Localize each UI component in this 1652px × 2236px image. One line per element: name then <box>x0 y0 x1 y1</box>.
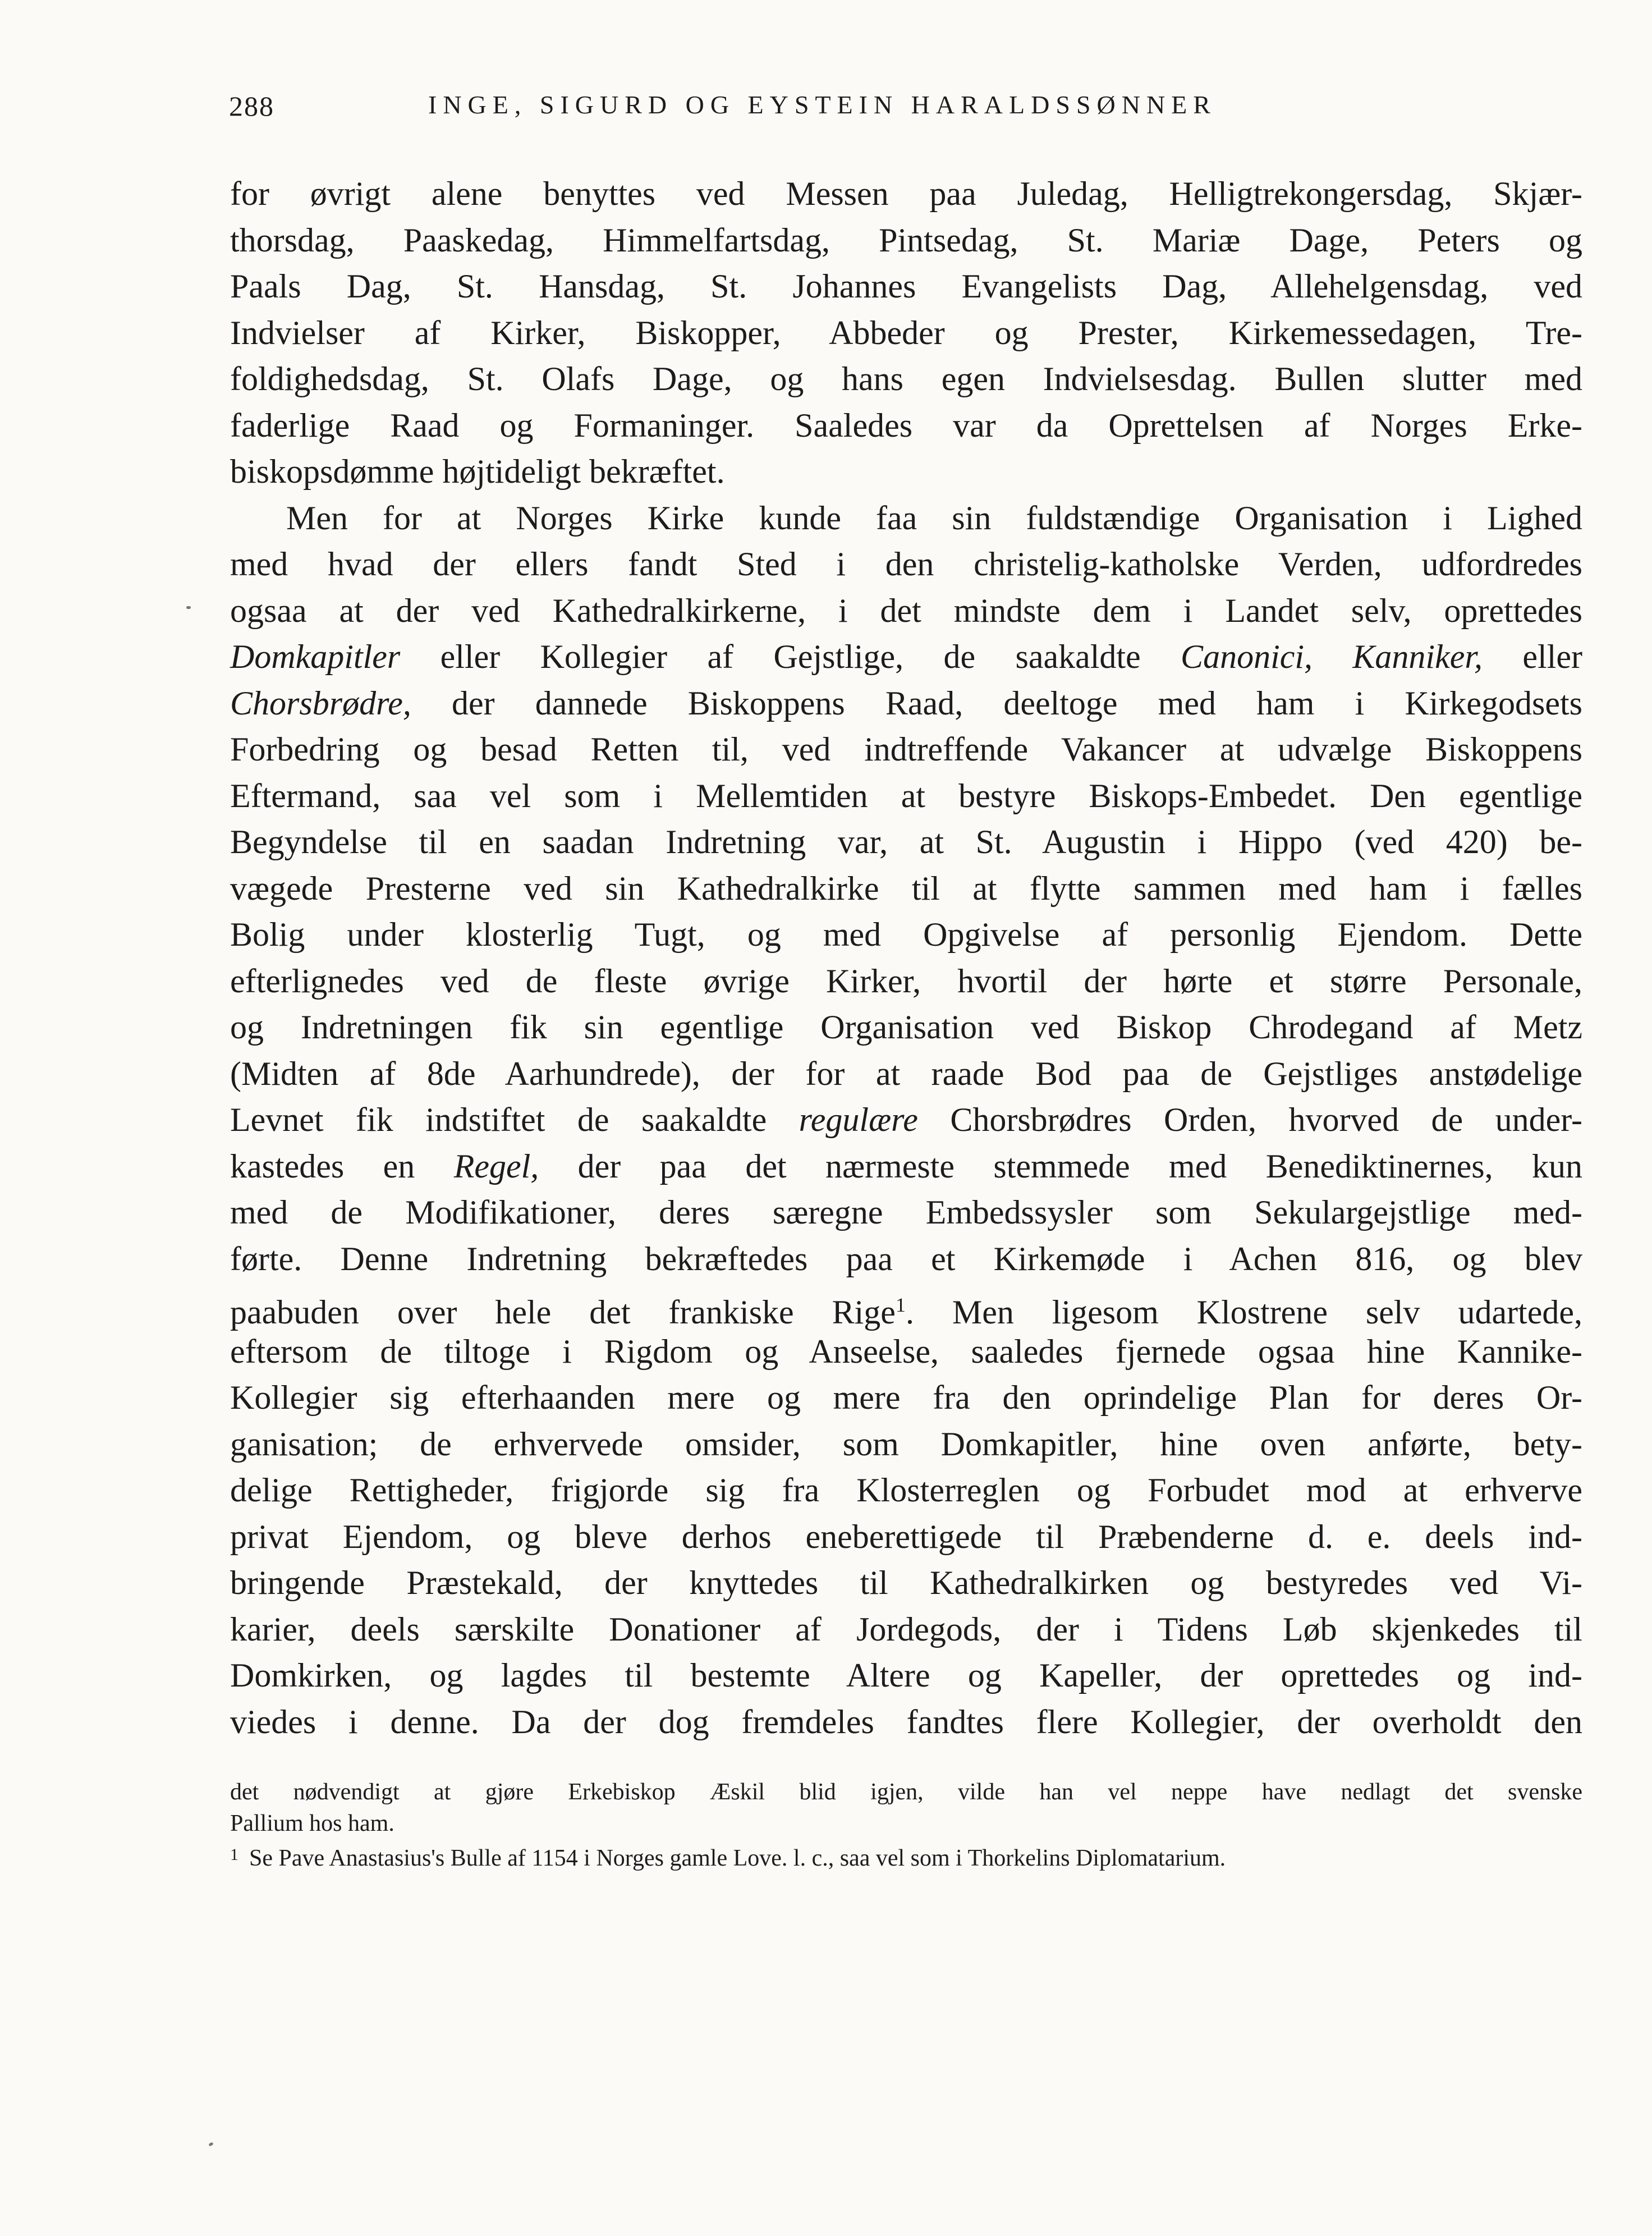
text-line: ganisation; de erhvervede omsider, som Domkapitler, hine oven anførte, bety- <box>230 1425 1582 1463</box>
text-line: Eftermand, saa vel som i Mellemtiden at bestyre Biskops-Embedet. Den egentlige <box>230 777 1582 814</box>
text-line: Kollegier sig efterhaanden mere og mere fra den oprindelige Plan for deres Or- <box>230 1379 1582 1416</box>
text-line: privat Ejendom, og bleve derhos eneberettigede til Præbenderne d. e. deels ind- <box>230 1518 1582 1555</box>
text-run: eller <box>1483 638 1582 675</box>
running-title: INGE, SIGURD OG EYSTEIN HARALDSSØNNER <box>428 90 1217 119</box>
text-line <box>230 634 1582 680</box>
footnote-continuation-line: Pallium hos ham. <box>230 1811 394 1836</box>
footnote-continuation-line: det nødvendigt at gjøre Erkebiskop Æskil blid igjen, vilde han vel neppe have nedlagt det svenske <box>230 1779 1582 1805</box>
text-line <box>230 1282 1582 1331</box>
scan-speck <box>186 606 191 609</box>
text-run: Chorsbrødres Orden, hvorved de under- <box>917 1101 1582 1138</box>
text-line: for øvrigt alene benyttes ved Messen paa Juledag, Helligtrekongersdag, Skjær- <box>230 175 1582 212</box>
text-line: karier, deels særskilte Donationer af Jordegods, der i Tidens Løb skjenkedes til <box>230 1610 1582 1648</box>
page-header <box>229 90 1396 135</box>
text-line: faderlige Raad og Formaninger. Saaledes var da Oprettelsen af Norges Erke- <box>230 406 1582 444</box>
text-line: bringende Præstekald, der knyttedes til Kathedralkirken og bestyredes ved Vi- <box>230 1564 1582 1601</box>
text-line: med hvad der ellers fandt Sted i den christelig-katholske Verden, udfordredes <box>230 546 1582 583</box>
text-line: efterlignedes ved de fleste øvrige Kirker, hvortil der hørte et større Personale, <box>230 962 1582 1000</box>
italic-term: regulære <box>799 1101 918 1138</box>
text-run: eller Kollegier af Gejstlige, de saakaldte <box>400 638 1181 675</box>
text-run: paabuden over hele det frankiske Rige <box>230 1294 896 1331</box>
text-run: der paa det nærmeste stemmede med Benediktinernes, kun <box>539 1147 1582 1185</box>
text-line <box>230 1097 1582 1143</box>
text-run: Levnet fik indstiftet de saakaldte <box>230 1101 799 1138</box>
italic-term: Chorsbrødre, <box>230 684 411 722</box>
text-line: førte. Denne Indretning bekræftedes paa et Kirkemøde i Achen 816, og blev <box>230 1240 1582 1277</box>
text-line <box>230 1143 1582 1190</box>
italic-term: Regel, <box>453 1147 539 1185</box>
text-line: Forbedring og besad Retten til, ved indtreffende Vakancer at udvælge Biskoppens <box>230 731 1582 768</box>
text-line: Bolig under klosterlig Tugt, og med Opgivelse af personlig Ejendom. Dette <box>230 916 1582 953</box>
text-line: med de Modifikationer, deres særegne Embedssysler som Sekulargejstlige med- <box>230 1194 1582 1231</box>
text-line: delige Rettigheder, frigjorde sig fra Klosterreglen og Forbudet mod at erhverve <box>230 1472 1582 1509</box>
text-line: Domkirken, og lagdes til bestemte Altere og Kapeller, der oprettedes og ind- <box>230 1657 1582 1694</box>
text-line: thorsdag, Paaskedag, Himmelfartsdag, Pintsedag, St. Mariæ Dage, Peters og <box>230 221 1582 259</box>
body-text <box>230 171 1582 1745</box>
italic-term: Domkapitler <box>230 638 401 675</box>
footnote-text: Se Pave Anastasius's Bulle af 1154 i Norges gamle Love. l. c., saa vel som i Thorkelins Diplomatarium. <box>249 1845 1226 1871</box>
text-line: Indvielser af Kirker, Biskopper, Abbeder og Prester, Kirkemessedagen, Tre- <box>230 314 1582 351</box>
page-number: 288 <box>229 90 274 122</box>
text-line: eftersom de tiltoge i Rigdom og Anseelse, saaledes fjernede ogsaa hine Kannike- <box>230 1332 1582 1370</box>
text-line: ogsaa at der ved Kathedralkirkerne, i det mindste dem i Landet selv, oprettedes <box>230 592 1582 629</box>
italic-term: Canonici, Kanniker, <box>1181 638 1483 675</box>
text-line: Begyndelse til en saadan Indretning var, at St. Augustin i Hippo (ved 420) be- <box>230 823 1582 860</box>
text-run: . Men ligesom Klostrene selv udartede, <box>905 1294 1582 1331</box>
text-run: kastedes en <box>230 1147 454 1185</box>
text-line: Paals Dag, St. Hansdag, St. Johannes Evangelists Dag, Allehelgensdag, ved <box>230 268 1582 305</box>
footnotes <box>230 1776 1582 1871</box>
text-line <box>230 680 1582 727</box>
scan-speck <box>208 2142 213 2146</box>
text-line: foldighedsdag, St. Olafs Dage, og hans egen Indvielsesdag. Bullen slutter med <box>230 360 1582 397</box>
text-line: vægede Presterne ved sin Kathedralkirke til at flytte sammen med ham i fælles <box>230 869 1582 907</box>
paragraph-start-line: Men for at Norges Kirke kunde faa sin fuldstændige Organisation i Lighed <box>286 499 1582 537</box>
footnote-1 <box>230 1839 1582 1871</box>
text-line: (Midten af 8de Aarhundrede), der for at raade Bod paa de Gejstliges anstødelige <box>230 1055 1582 1092</box>
footnote-marker: 1 <box>230 1845 238 1864</box>
text-run: der dannede Biskoppens Raad, deeltoge med ham i Kirkegodsets <box>411 684 1582 722</box>
paragraph-end-line: biskopsdømme højtideligt bekræftet. <box>230 453 725 490</box>
footnote-reference[interactable]: 1 <box>895 1294 906 1316</box>
text-line: viedes i denne. Da der dog fremdeles fandtes flere Kollegier, der overholdt den <box>230 1703 1582 1740</box>
text-line: og Indretningen fik sin egentlige Organisation ved Biskop Chrodegand af Metz <box>230 1009 1582 1046</box>
